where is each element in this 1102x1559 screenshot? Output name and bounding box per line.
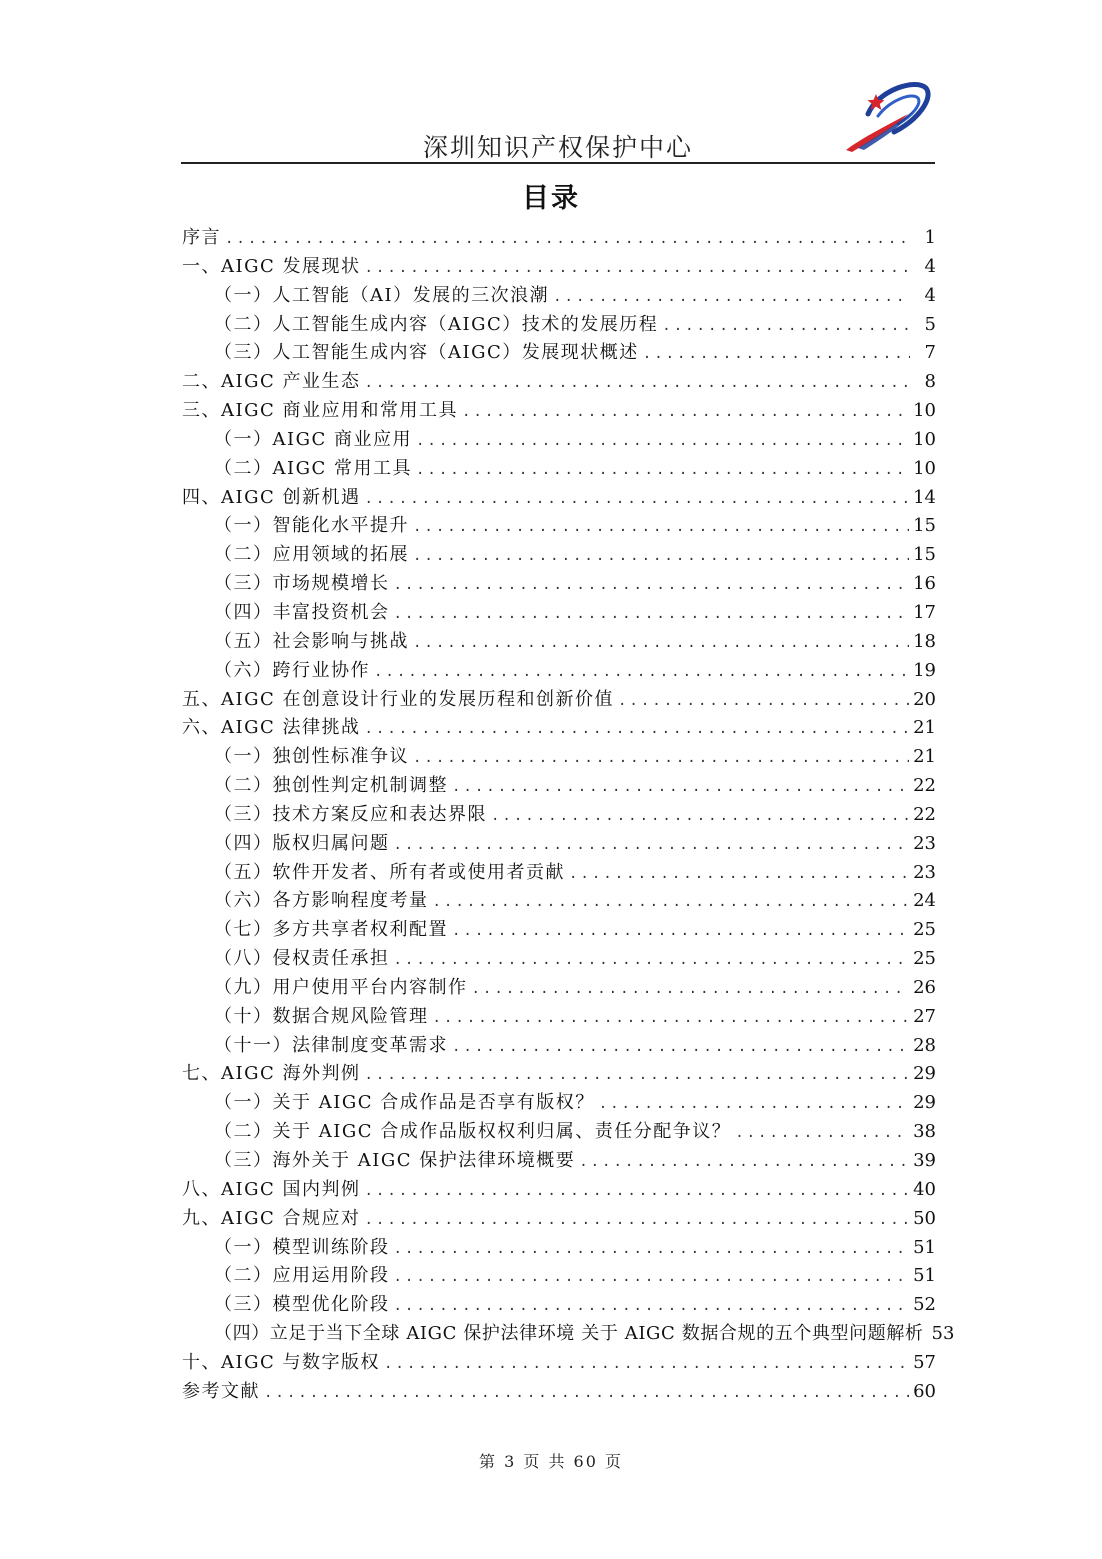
toc-entry[interactable] (182, 541, 936, 570)
toc-entry[interactable] (182, 1291, 936, 1320)
toc-entry-label: （八）侵权责任承担 (214, 948, 390, 970)
toc-entry[interactable] (182, 916, 936, 945)
toc-entry[interactable] (182, 657, 936, 686)
toc-leader-dots (462, 398, 909, 427)
toc-entry-label: 五、AIGC 在创意设计行业的发展历程和创新价值 (182, 688, 614, 710)
toc-entry-label: 二、AIGC 产业生态 (182, 371, 361, 393)
toc-entry[interactable] (182, 311, 936, 340)
toc-entry-label: （二）应用运用阶段 (214, 1265, 390, 1287)
toc-entry-label: 十、AIGC 与数字版权 (182, 1351, 380, 1373)
toc-entry-page: 27 (913, 1005, 936, 1027)
toc-entry-label: 六、AIGC 法律挑战 (182, 717, 361, 739)
toc-leader-dots (452, 917, 909, 946)
toc-entry-page: 4 (924, 284, 936, 306)
toc-entry-page: 51 (913, 1236, 936, 1258)
toc-entry-label: （十）数据合规风险管理 (214, 1005, 429, 1027)
toc-entry-page: 4 (924, 255, 936, 277)
toc-entry[interactable] (182, 1320, 955, 1349)
toc-entry[interactable] (182, 830, 936, 859)
toc-entry-page: 50 (913, 1207, 936, 1229)
toc-entry-label: （五）软件开发者、所有者或使用者贡献 (214, 861, 565, 883)
toc-leader-dots (579, 1148, 909, 1177)
toc-entry-label: （二）人工智能生成内容（AIGC）技术的发展历程 (214, 313, 659, 335)
toc-entry-label: （六）各方影响程度考量 (214, 890, 429, 912)
toc-entry-page: 21 (913, 746, 936, 768)
toc-leader-dots (364, 254, 910, 283)
toc-entry-page: 21 (913, 717, 936, 739)
toc-entry-label: （一）关于 AIGC 合成作品是否享有版权？ (214, 1092, 595, 1114)
toc-entry-page: 7 (924, 342, 936, 364)
toc-entry-page: 25 (913, 919, 936, 941)
toc-entry[interactable] (182, 599, 936, 628)
toc-leader-dots (413, 744, 909, 773)
toc-entry[interactable] (182, 1060, 936, 1089)
toc-leader-dots (384, 1350, 909, 1379)
toc-entry-page: 15 (913, 544, 936, 566)
toc-entry-label: （二）应用领域的拓展 (214, 544, 409, 566)
toc-entry-page: 29 (913, 1063, 936, 1085)
toc-entry[interactable] (182, 772, 936, 801)
toc-entry-label: （三）海外关于 AIGC 保护法律环境概要 (214, 1150, 576, 1171)
toc-entry[interactable] (182, 339, 936, 368)
table-of-contents (182, 224, 955, 1407)
toc-entry-page: 28 (913, 1034, 936, 1056)
toc-leader-dots (364, 715, 909, 744)
toc-leader-dots (416, 427, 909, 456)
toc-entry[interactable] (182, 1003, 936, 1032)
toc-entry[interactable] (182, 1349, 936, 1378)
toc-entry-label: （二）关于 AIGC 合成作品版权权利归属、责任分配争议？ (214, 1121, 732, 1143)
toc-entry[interactable] (182, 859, 936, 888)
toc-entry-page: 51 (913, 1265, 936, 1287)
toc-entry-page: 39 (913, 1150, 936, 1171)
toc-entry[interactable] (182, 887, 936, 916)
toc-entry-label: 一、AIGC 发展现状 (182, 255, 361, 277)
toc-entry[interactable] (182, 1378, 936, 1407)
toc-entry[interactable] (182, 1234, 936, 1263)
toc-entry[interactable] (182, 1176, 936, 1205)
toc-leader-dots (569, 860, 909, 889)
toc-entry-page: 38 (913, 1121, 936, 1143)
toc-entry[interactable] (182, 686, 936, 715)
toc-entry[interactable] (182, 253, 936, 282)
toc-leader-dots (394, 831, 910, 860)
toc-entry-label: （一）AIGC 商业应用 (214, 428, 412, 450)
toc-leader-dots (394, 1263, 910, 1292)
toc-entry-label: （三）人工智能生成内容（AIGC）发展现状概述 (214, 342, 639, 364)
toc-leader-dots (452, 773, 909, 802)
toc-entry[interactable] (182, 801, 936, 830)
toc-entry[interactable] (182, 945, 936, 974)
toc-leader-dots (374, 658, 909, 687)
toc-entry-page: 52 (913, 1294, 936, 1316)
toc-entry-label: （四）版权归属问题 (214, 832, 390, 854)
toc-entry-page: 57 (913, 1351, 936, 1373)
toc-entry-label: 七、AIGC 海外判例 (182, 1063, 361, 1085)
toc-entry[interactable] (182, 368, 936, 397)
toc-leader-dots (416, 456, 909, 485)
toc-entry-page: 15 (913, 515, 936, 537)
toc-leader-dots (491, 802, 909, 831)
toc-entry[interactable] (182, 570, 936, 599)
toc-entry-label: （四）立足于当下全球 AIGC 保护法律环境 关于 AIGC 数据合规的五个典型问题解析 (214, 1323, 924, 1345)
toc-entry-label: （九）用户使用平台内容制作 (214, 976, 468, 998)
toc-entry[interactable] (182, 1032, 936, 1061)
toc-entry-label: （三）市场规模增长 (214, 573, 390, 595)
toc-entry-label: （三）模型优化阶段 (214, 1294, 390, 1316)
toc-entry-label: （一）智能化水平提升 (214, 515, 409, 537)
toc-leader-dots (618, 687, 909, 716)
toc-leader-dots (394, 946, 910, 975)
toc-entry[interactable] (182, 512, 936, 541)
toc-entry-label: （七）多方共享者权利配置 (214, 919, 448, 941)
toc-entry-label: （三）技术方案反应和表达界限 (214, 803, 487, 825)
org-logo-icon (838, 74, 934, 154)
toc-leader-dots (643, 340, 910, 369)
toc-entry-page: 23 (913, 832, 936, 854)
toc-leader-dots (735, 1119, 909, 1148)
toc-leader-dots (553, 283, 910, 312)
toc-entry-page: 10 (913, 428, 936, 450)
toc-entry[interactable] (182, 426, 936, 455)
toc-entry-label: （二）AIGC 常用工具 (214, 457, 412, 479)
toc-entry-page: 16 (913, 573, 936, 595)
toc-entry-label: （六）跨行业协作 (214, 659, 370, 681)
toc-entry-label: 参考文献 (182, 1380, 260, 1402)
toc-entry-page: 23 (913, 861, 936, 883)
toc-entry-page: 8 (924, 371, 936, 393)
toc-leader-dots (433, 888, 910, 917)
toc-leader-dots (394, 571, 910, 600)
toc-leader-dots (364, 1206, 909, 1235)
toc-entry[interactable] (182, 1147, 936, 1176)
toc-leader-dots (599, 1090, 909, 1119)
toc-leader-dots (364, 1061, 909, 1090)
toc-entry-page: 20 (913, 688, 936, 710)
toc-entry-label: （一）独创性标准争议 (214, 746, 409, 768)
toc-entry-page: 1 (924, 227, 936, 248)
toc-leader-dots (413, 513, 909, 542)
toc-leader-dots (364, 1177, 909, 1206)
toc-entry[interactable] (182, 743, 936, 772)
header-org-name: 深圳知识产权保护中心 (422, 133, 693, 162)
toc-entry-page: 19 (913, 659, 936, 681)
toc-title: 目录 (522, 183, 580, 214)
toc-leader-dots (364, 485, 909, 514)
toc-leader-dots (394, 600, 910, 629)
toc-entry[interactable] (182, 282, 936, 311)
toc-entry[interactable] (182, 1118, 936, 1147)
header-rule (181, 162, 935, 164)
toc-entry[interactable] (182, 455, 936, 484)
toc-entry-page: 5 (924, 313, 936, 335)
page-footer: 第 3 页 共 60 页 (479, 1452, 623, 1471)
toc-leader-dots (472, 975, 910, 1004)
toc-leader-dots (413, 629, 909, 658)
toc-entry-page: 14 (913, 486, 936, 508)
toc-entry[interactable] (182, 714, 936, 743)
toc-entry-page: 60 (913, 1380, 936, 1402)
toc-entry-label: 序言 (182, 227, 221, 248)
toc-leader-dots (452, 1033, 909, 1062)
toc-entry[interactable] (182, 397, 936, 426)
toc-entry-page: 26 (913, 976, 936, 998)
toc-entry-page: 10 (913, 400, 936, 422)
toc-entry-label: （十一）法律制度变革需求 (214, 1034, 448, 1056)
toc-entry-label: （五）社会影响与挑战 (214, 630, 409, 652)
toc-entry-page: 18 (913, 630, 936, 652)
toc-entry[interactable] (182, 628, 936, 657)
toc-entry[interactable] (182, 224, 936, 253)
toc-entry-page: 29 (913, 1092, 936, 1114)
toc-leader-dots (394, 1292, 910, 1321)
toc-entry-page: 53 (931, 1323, 955, 1345)
toc-leader-dots (433, 1004, 910, 1033)
toc-leader-dots (662, 312, 910, 341)
toc-entry-page: 40 (913, 1178, 936, 1200)
toc-leader-dots (394, 1235, 910, 1264)
toc-entry[interactable] (182, 1089, 936, 1118)
toc-entry-page: 24 (913, 890, 936, 912)
toc-entry-label: 八、AIGC 国内判例 (182, 1178, 361, 1200)
toc-entry[interactable] (182, 1262, 936, 1291)
toc-entry-label: （二）独创性判定机制调整 (214, 775, 448, 797)
toc-entry-page: 25 (913, 948, 936, 970)
toc-leader-dots (413, 542, 909, 571)
toc-entry-label: 三、AIGC 商业应用和常用工具 (182, 400, 458, 422)
toc-entry-page: 22 (913, 803, 936, 825)
toc-entry-label: 四、AIGC 创新机遇 (182, 486, 361, 508)
toc-leader-dots (364, 369, 910, 398)
toc-entry[interactable] (182, 484, 936, 513)
toc-entry-label: （一）模型训练阶段 (214, 1236, 390, 1258)
toc-entry-page: 22 (913, 775, 936, 797)
toc-leader-dots (225, 225, 910, 254)
toc-leader-dots (264, 1379, 909, 1408)
toc-entry-label: （一）人工智能（AI）发展的三次浪潮 (214, 284, 550, 306)
toc-entry-label: 九、AIGC 合规应对 (182, 1207, 361, 1229)
toc-entry[interactable] (182, 974, 936, 1003)
toc-entry[interactable] (182, 1205, 936, 1234)
toc-entry-page: 17 (913, 601, 936, 623)
toc-entry-label: （四）丰富投资机会 (214, 601, 390, 623)
toc-entry-page: 10 (913, 457, 936, 479)
